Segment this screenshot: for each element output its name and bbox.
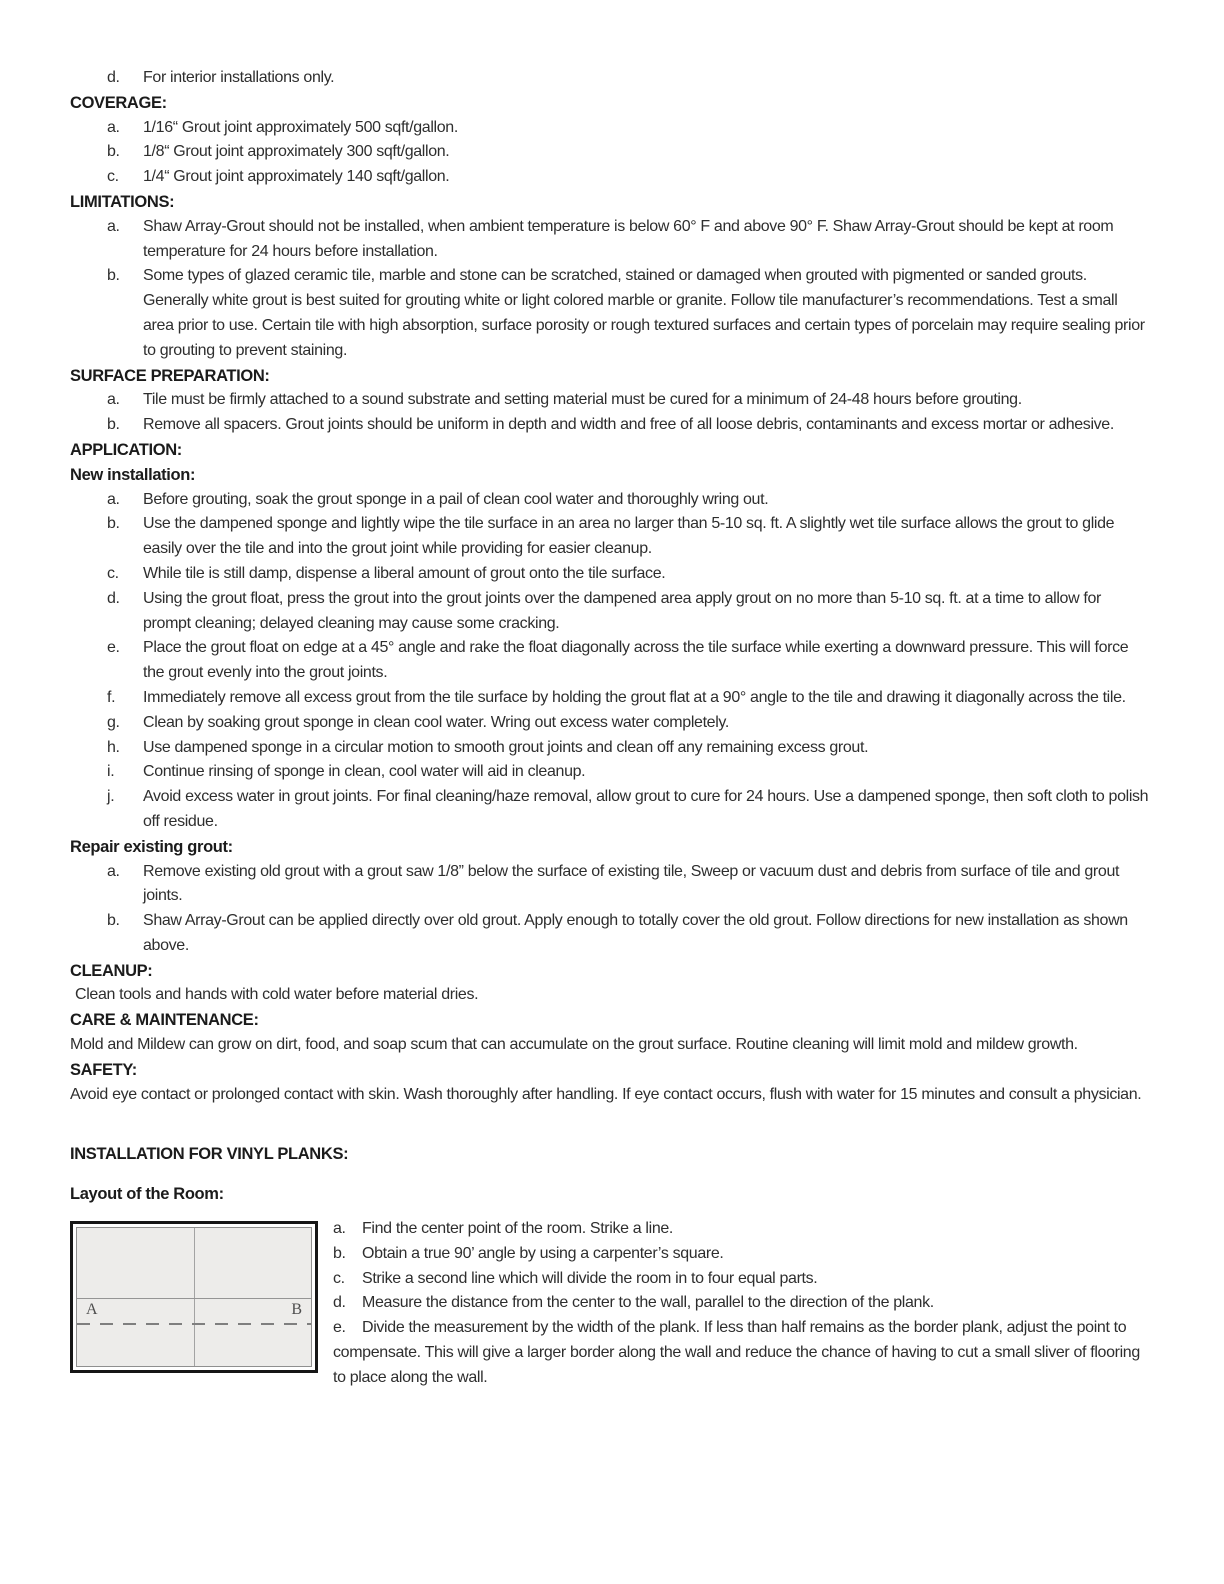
list-item-text: Continue rinsing of sponge in clean, cool water will aid in cleanup. bbox=[143, 763, 586, 781]
list-item-text: Use the dampened sponge and lightly wipe the tile surface in an area no larger than 5-10 sq. ft. A slightly wet tile surface allows the grout to glide easily over the tile and into the grout joint while providing for easier cleanup. bbox=[143, 515, 1115, 558]
section-heading: APPLICATION: bbox=[70, 440, 182, 459]
list-item-text: While tile is still damp, dispense a liberal amount of grout onto the tile surface. bbox=[143, 564, 666, 582]
list-item-text: Measure the distance from the center to the wall, parallel to the direction of the plank. bbox=[362, 1294, 934, 1312]
room-layout-diagram bbox=[70, 1221, 318, 1373]
list-item bbox=[70, 711, 1152, 736]
list-marker: c. bbox=[333, 1269, 345, 1287]
layout-steps-list bbox=[333, 1217, 1152, 1391]
section-heading: COVERAGE: bbox=[70, 93, 167, 112]
list-item bbox=[70, 116, 1152, 141]
section-heading: SAFETY: bbox=[70, 1060, 137, 1079]
diagram-label-a: A bbox=[86, 1301, 98, 1319]
list-marker: j. bbox=[107, 788, 115, 806]
list-marker: b. bbox=[107, 143, 120, 161]
list-marker: e. bbox=[107, 639, 120, 657]
list-marker: g. bbox=[107, 713, 120, 731]
list-item bbox=[70, 760, 1152, 785]
list-marker: b. bbox=[107, 515, 120, 533]
section-heading: New installation: bbox=[70, 465, 196, 484]
list bbox=[70, 116, 1152, 190]
list-marker: b. bbox=[107, 267, 120, 285]
list-item-text: Shaw Array-Grout can be applied directly over old grout. Apply enough to totally cover the old grout. Follow directions for new installation as shown above. bbox=[143, 912, 1128, 954]
section-heading: SURFACE PREPARATION: bbox=[70, 366, 270, 385]
list-item-text: 1/16“ Grout joint approximately 500 sqft/gallon. bbox=[143, 118, 458, 136]
paragraph: Avoid eye contact or prolonged contact with skin. Wash thoroughly after handling. If eye contact occurs, flush with water for 15 minutes and consult a physician. bbox=[70, 1085, 1142, 1103]
list-item bbox=[70, 388, 1152, 413]
list-item bbox=[333, 1316, 1152, 1390]
list-marker: b. bbox=[333, 1244, 346, 1262]
list-item bbox=[70, 785, 1152, 835]
paragraph: Mold and Mildew can grow on dirt, food, and soap scum that can accumulate on the grout surface. Routine cleaning will limit mold and mildew growth. bbox=[70, 1036, 1078, 1054]
list-item bbox=[70, 736, 1152, 761]
diagram-label-b: B bbox=[291, 1301, 302, 1319]
list-item bbox=[70, 165, 1152, 190]
list-marker: d. bbox=[333, 1294, 346, 1312]
list-item-text: Some types of glazed ceramic tile, marble and stone can be scratched, stained or damaged when grouted with pigmented or sanded grouts. Generally white grout is best suited for grouting white or light colored marble or granite. Follow tile manufacturer’s recommendations. Test a small area prior to use. Certain tile with high absorption, surface porosity or rough textured surfaces and certain types of porcelain may require sealing prior to grouting to prevent staining. bbox=[143, 267, 1145, 359]
list-item-text: Use dampened sponge in a circular motion to smooth grout joints and clean off any remaining excess grout. bbox=[143, 738, 869, 756]
list bbox=[70, 860, 1152, 959]
list-item bbox=[70, 512, 1152, 562]
list-item bbox=[70, 636, 1152, 686]
list-item bbox=[70, 686, 1152, 711]
list-item-text: Divide the measurement by the width of the plank. If less than half remains as the border plank, adjust the point to compensate. This will give a larger border along the wall and reduce the chance of having to cut a small sliver of flooring to place along the wall. bbox=[333, 1319, 1140, 1386]
list-item-text: Strike a second line which will divide the room in to four equal parts. bbox=[362, 1269, 818, 1287]
list-item-text: Using the grout float, press the grout into the grout joints over the dampened area apply grout on no more than 5-10 sq. ft. at a time to allow for prompt cleaning; delayed cleaning may cause some cracking. bbox=[143, 589, 1102, 632]
list-item bbox=[70, 140, 1152, 165]
center-horizontal-line bbox=[77, 1298, 311, 1299]
list-marker: c. bbox=[107, 564, 119, 582]
list bbox=[70, 488, 1152, 835]
list-marker: i. bbox=[107, 763, 115, 781]
list bbox=[70, 215, 1152, 364]
list-item-text: Find the center point of the room. Strike a line. bbox=[362, 1220, 674, 1238]
paragraph: Clean tools and hands with cold water before material dries. bbox=[75, 986, 479, 1004]
list-item bbox=[70, 909, 1152, 959]
list bbox=[70, 66, 1152, 91]
list-marker: a. bbox=[333, 1220, 346, 1238]
list-item-text: Remove existing old grout with a grout saw 1/8” below the surface of existing tile, Sweep or vacuum dust and debris from surface of tile and grout joints. bbox=[143, 862, 1120, 905]
list-item-text: Immediately remove all excess grout from the tile surface by holding the grout flat at a 90° angle to the tile and drawing it diagonally across the tile. bbox=[143, 688, 1126, 706]
list-item-text: Place the grout float on edge at a 45° angle and rake the float diagonally across the tile surface while exerting a downward pressure. This will force the grout evenly into the grout joints. bbox=[143, 639, 1129, 682]
list-item bbox=[333, 1291, 1152, 1316]
center-vertical-line bbox=[194, 1228, 195, 1366]
list-marker: b. bbox=[107, 416, 120, 434]
list-item-text: Remove all spacers. Grout joints should be uniform in depth and width and free of all loose debris, contaminants and excess mortar or adhesive. bbox=[143, 416, 1114, 434]
list-item bbox=[70, 860, 1152, 910]
layout-figure-row bbox=[70, 1217, 1152, 1391]
section-heading: Layout of the Room: bbox=[70, 1185, 224, 1204]
list bbox=[70, 388, 1152, 438]
list-item-text: Clean by soaking grout sponge in clean cool water. Wring out excess water completely. bbox=[143, 713, 729, 731]
section-heading: INSTALLATION FOR VINYL PLANKS: bbox=[70, 1145, 349, 1164]
list-item bbox=[70, 562, 1152, 587]
list-item bbox=[70, 66, 1152, 91]
list-item-text: 1/8“ Grout joint approximately 300 sqft/gallon. bbox=[143, 143, 450, 161]
list-item bbox=[70, 264, 1152, 363]
list-item bbox=[333, 1267, 1152, 1292]
section-heading: CARE & MAINTENANCE: bbox=[70, 1011, 259, 1030]
adjusted-dashed-line bbox=[77, 1323, 311, 1325]
list-marker: a. bbox=[107, 217, 120, 235]
list-item bbox=[70, 587, 1152, 637]
list-marker: d. bbox=[107, 69, 120, 86]
list-item-text: 1/4“ Grout joint approximately 140 sqft/gallon. bbox=[143, 168, 450, 186]
section-heading: CLEANUP: bbox=[70, 961, 153, 980]
list-item-text: Obtain a true 90’ angle by using a carpenter’s square. bbox=[362, 1244, 724, 1262]
list-marker: c. bbox=[107, 168, 119, 186]
list-item-text: Shaw Array-Grout should not be installed, when ambient temperature is below 60° F and above 90° F. Shaw Array-Grout should be kept at room temperature for 24 hours before installation. bbox=[143, 217, 1114, 260]
list-item bbox=[333, 1217, 1152, 1242]
room-outline bbox=[76, 1227, 312, 1367]
list-item-text: Tile must be firmly attached to a sound substrate and setting material must be cured for a minimum of 24-48 hours before grouting. bbox=[143, 391, 1022, 409]
list-marker: e. bbox=[333, 1319, 346, 1337]
list-marker: f. bbox=[107, 688, 116, 706]
list-marker: b. bbox=[107, 912, 120, 930]
list-item-text: For interior installations only. bbox=[143, 69, 335, 86]
list-marker: a. bbox=[107, 490, 120, 508]
list-item bbox=[70, 488, 1152, 513]
list-item bbox=[333, 1242, 1152, 1267]
list-marker: a. bbox=[107, 391, 120, 409]
list-marker: h. bbox=[107, 738, 120, 756]
list-item-text: Before grouting, soak the grout sponge in a pail of clean cool water and thoroughly wring out. bbox=[143, 490, 769, 508]
list-marker: a. bbox=[107, 118, 120, 136]
section-heading: Repair existing grout: bbox=[70, 837, 233, 856]
list-item bbox=[70, 413, 1152, 438]
list-marker: a. bbox=[107, 862, 120, 880]
list-item-text: Avoid excess water in grout joints. For final cleaning/haze removal, allow grout to cure for 24 hours. Use a dampened sponge, then soft cloth to polish off residue. bbox=[143, 788, 1149, 830]
list-item bbox=[70, 215, 1152, 265]
section-heading: LIMITATIONS: bbox=[70, 192, 175, 211]
list-marker: d. bbox=[107, 589, 120, 607]
